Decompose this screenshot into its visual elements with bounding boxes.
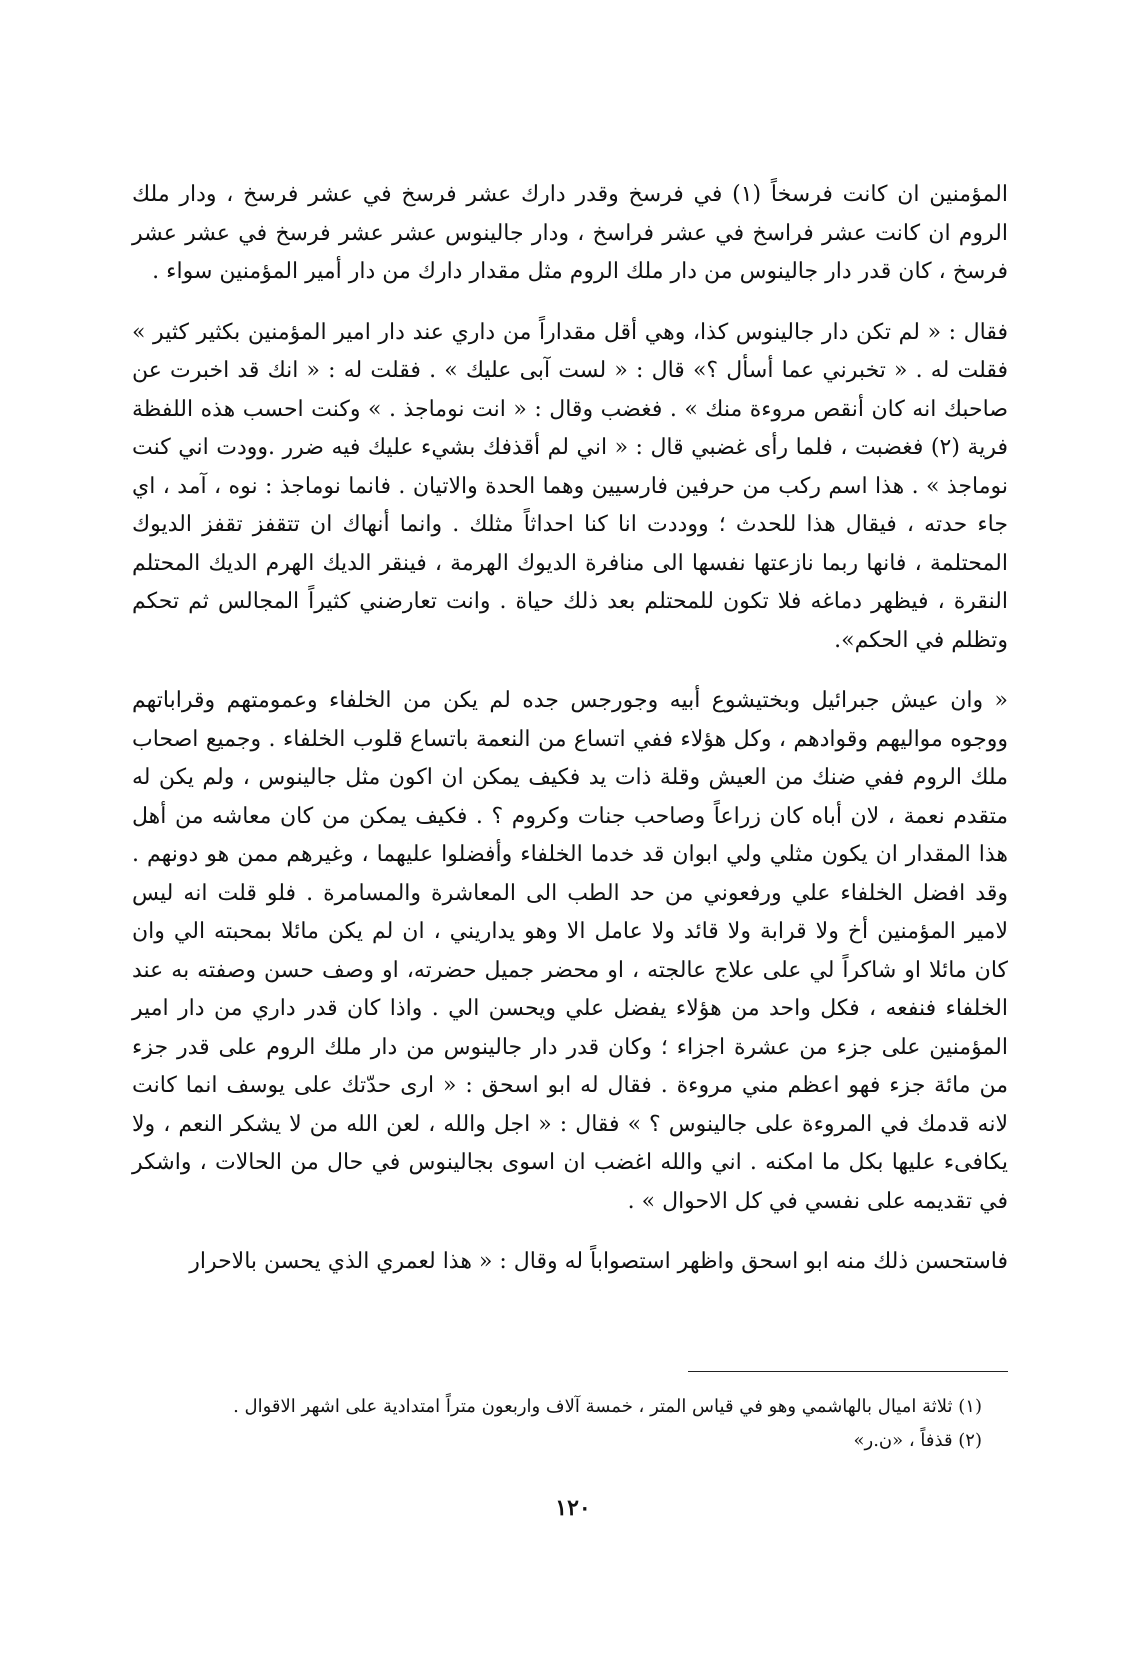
footnote-divider xyxy=(688,1371,1008,1372)
paragraph-1: المؤمنين ان كانت فرسخاً (١) في فرسخ وقدر دارك عشر فرسخ في عشر فرسخ ، ودار ملك الروم ان كانت عشر فراسخ في عشر فراسخ ، ودار جالينوس عشر عشر فرسخ في عشر عشر فرسخ ، كان قدر دار جالينوس من دار ملك الروم مثل مقدار دارك من دار أمير المؤمنين سواء . xyxy=(132,182,1008,284)
footnote-2: (٢) قذفاً ، «ن.ر» xyxy=(853,1430,982,1451)
page-number: ١٢٠ xyxy=(555,1495,591,1521)
footnotes xyxy=(132,1390,982,1458)
paragraph-2: فقال : « لم تكن دار جالينوس كذا، وهي أقل مقداراً من داري عند دار امير المؤمنين بكثير كثير » فقلت له . « تخبرني عما أسأل ؟» قال : « لست آبى عليك » . فقلت له : « انك قد اخبرت عن صاحبك انه كان أنقص مروءة منك » . فغضب وقال : « انت نوماجذ . » وكنت احسب هذه اللفظة فرية (٢) فغضبت ، فلما رأى غضبي قال : « اني لم أقذفك بشيء عليك فيه ضرر .وودت اني كنت نوماجذ » . هذا اسم ركب من حرفين فارسيين وهما الحدة والاتيان . فانما نوماجذ : نوه ، آمد ، اي جاء حدته ، فيقال هذا للحدث ؛ ووددت انا كنا احداثاً مثلك . وانما أنهاك ان تتقفز تقفز الديوك المحتلمة ، فانها ربما نازعتها نفسها الى منافرة الديوك الهرمة ، فينقر الديك الهرم الديك المحتلم النقرة ، فيظهر دماغه فلا تكون للمحتلم بعد ذلك حياة . وانت تعارضني كثيراً المجالس ثم تحكم وتظلم في الحكم». xyxy=(132,319,1008,653)
body-text xyxy=(132,176,1008,1282)
paragraph-4: فاستحسن ذلك منه ابو اسحق واظهر استصواباً له وقال : « هذا لعمري الذي يحسن بالاحرار xyxy=(189,1249,1008,1274)
footnote-1: (١) ثلاثة اميال بالهاشمي وهو في قياس المتر ، خمسة آلاف واربعون متراً امتدادية على اشهر الاقوال . xyxy=(233,1396,982,1417)
paragraph-3: « وان عيش جبرائيل وبختيشوع أبيه وجورجس جده لم يكن من الخلفاء وعمومتهم وقراباتهم ووجوه مواليهم وقوادهم ، وكل هؤلاء ففي اتساع من النعمة باتساع قلوب الخلفاء . وجميع اصحاب ملك الروم ففي ضنك من العيش وقلة ذات يد فكيف يمكن ان اكون مثل جالينوس ، ولم يكن له متقدم نعمة ، لان أباه كان زراعاً وصاحب جنات وكروم ؟ . فكيف يمكن من كان معاشه من أهل هذا المقدار ان يكون مثلي ولي ابوان قد خدما الخلفاء وأفضلوا عليهما ، وغيرهم ممن هو دونهم . وقد افضل الخلفاء علي ورفعوني من حد الطب الى المعاشرة والمسامرة . فلو قلت انه ليس لامير المؤمنين أخ ولا قرابة ولا قائد ولا عامل الا وهو يداريني ، ان لم يكن مائلا بمحبته الي وان كان مائلا او شاكراً لي على علاج عالجته ، او محضر جميل حضرته، او وصف حسن وصفته به عند الخلفاء فنفعه ، فكل واحد من هؤلاء يفضل علي ويحسن الي . واذا كان قدر داري من دار امير المؤمنين على جزء من عشرة اجزاء ؛ وكان قدر دار جالينوس من دار ملك الروم على قدر جزء من مائة جزء فهو اعظم مني مروءة . فقال له ابو اسحق : « ارى حدّتك على يوسف انما كانت لانه قدمك في المروءة على جالينوس ؟ » فقال : « اجل والله ، لعن الله من لا يشكر النعم ، ولا يكافىء عليها بكل ما امكنه . اني والله اغضب ان اسوى بجالينوس في حال من الحالات ، واشكر في تقديمه على نفسي في كل الاحوال » . xyxy=(132,688,1008,1214)
